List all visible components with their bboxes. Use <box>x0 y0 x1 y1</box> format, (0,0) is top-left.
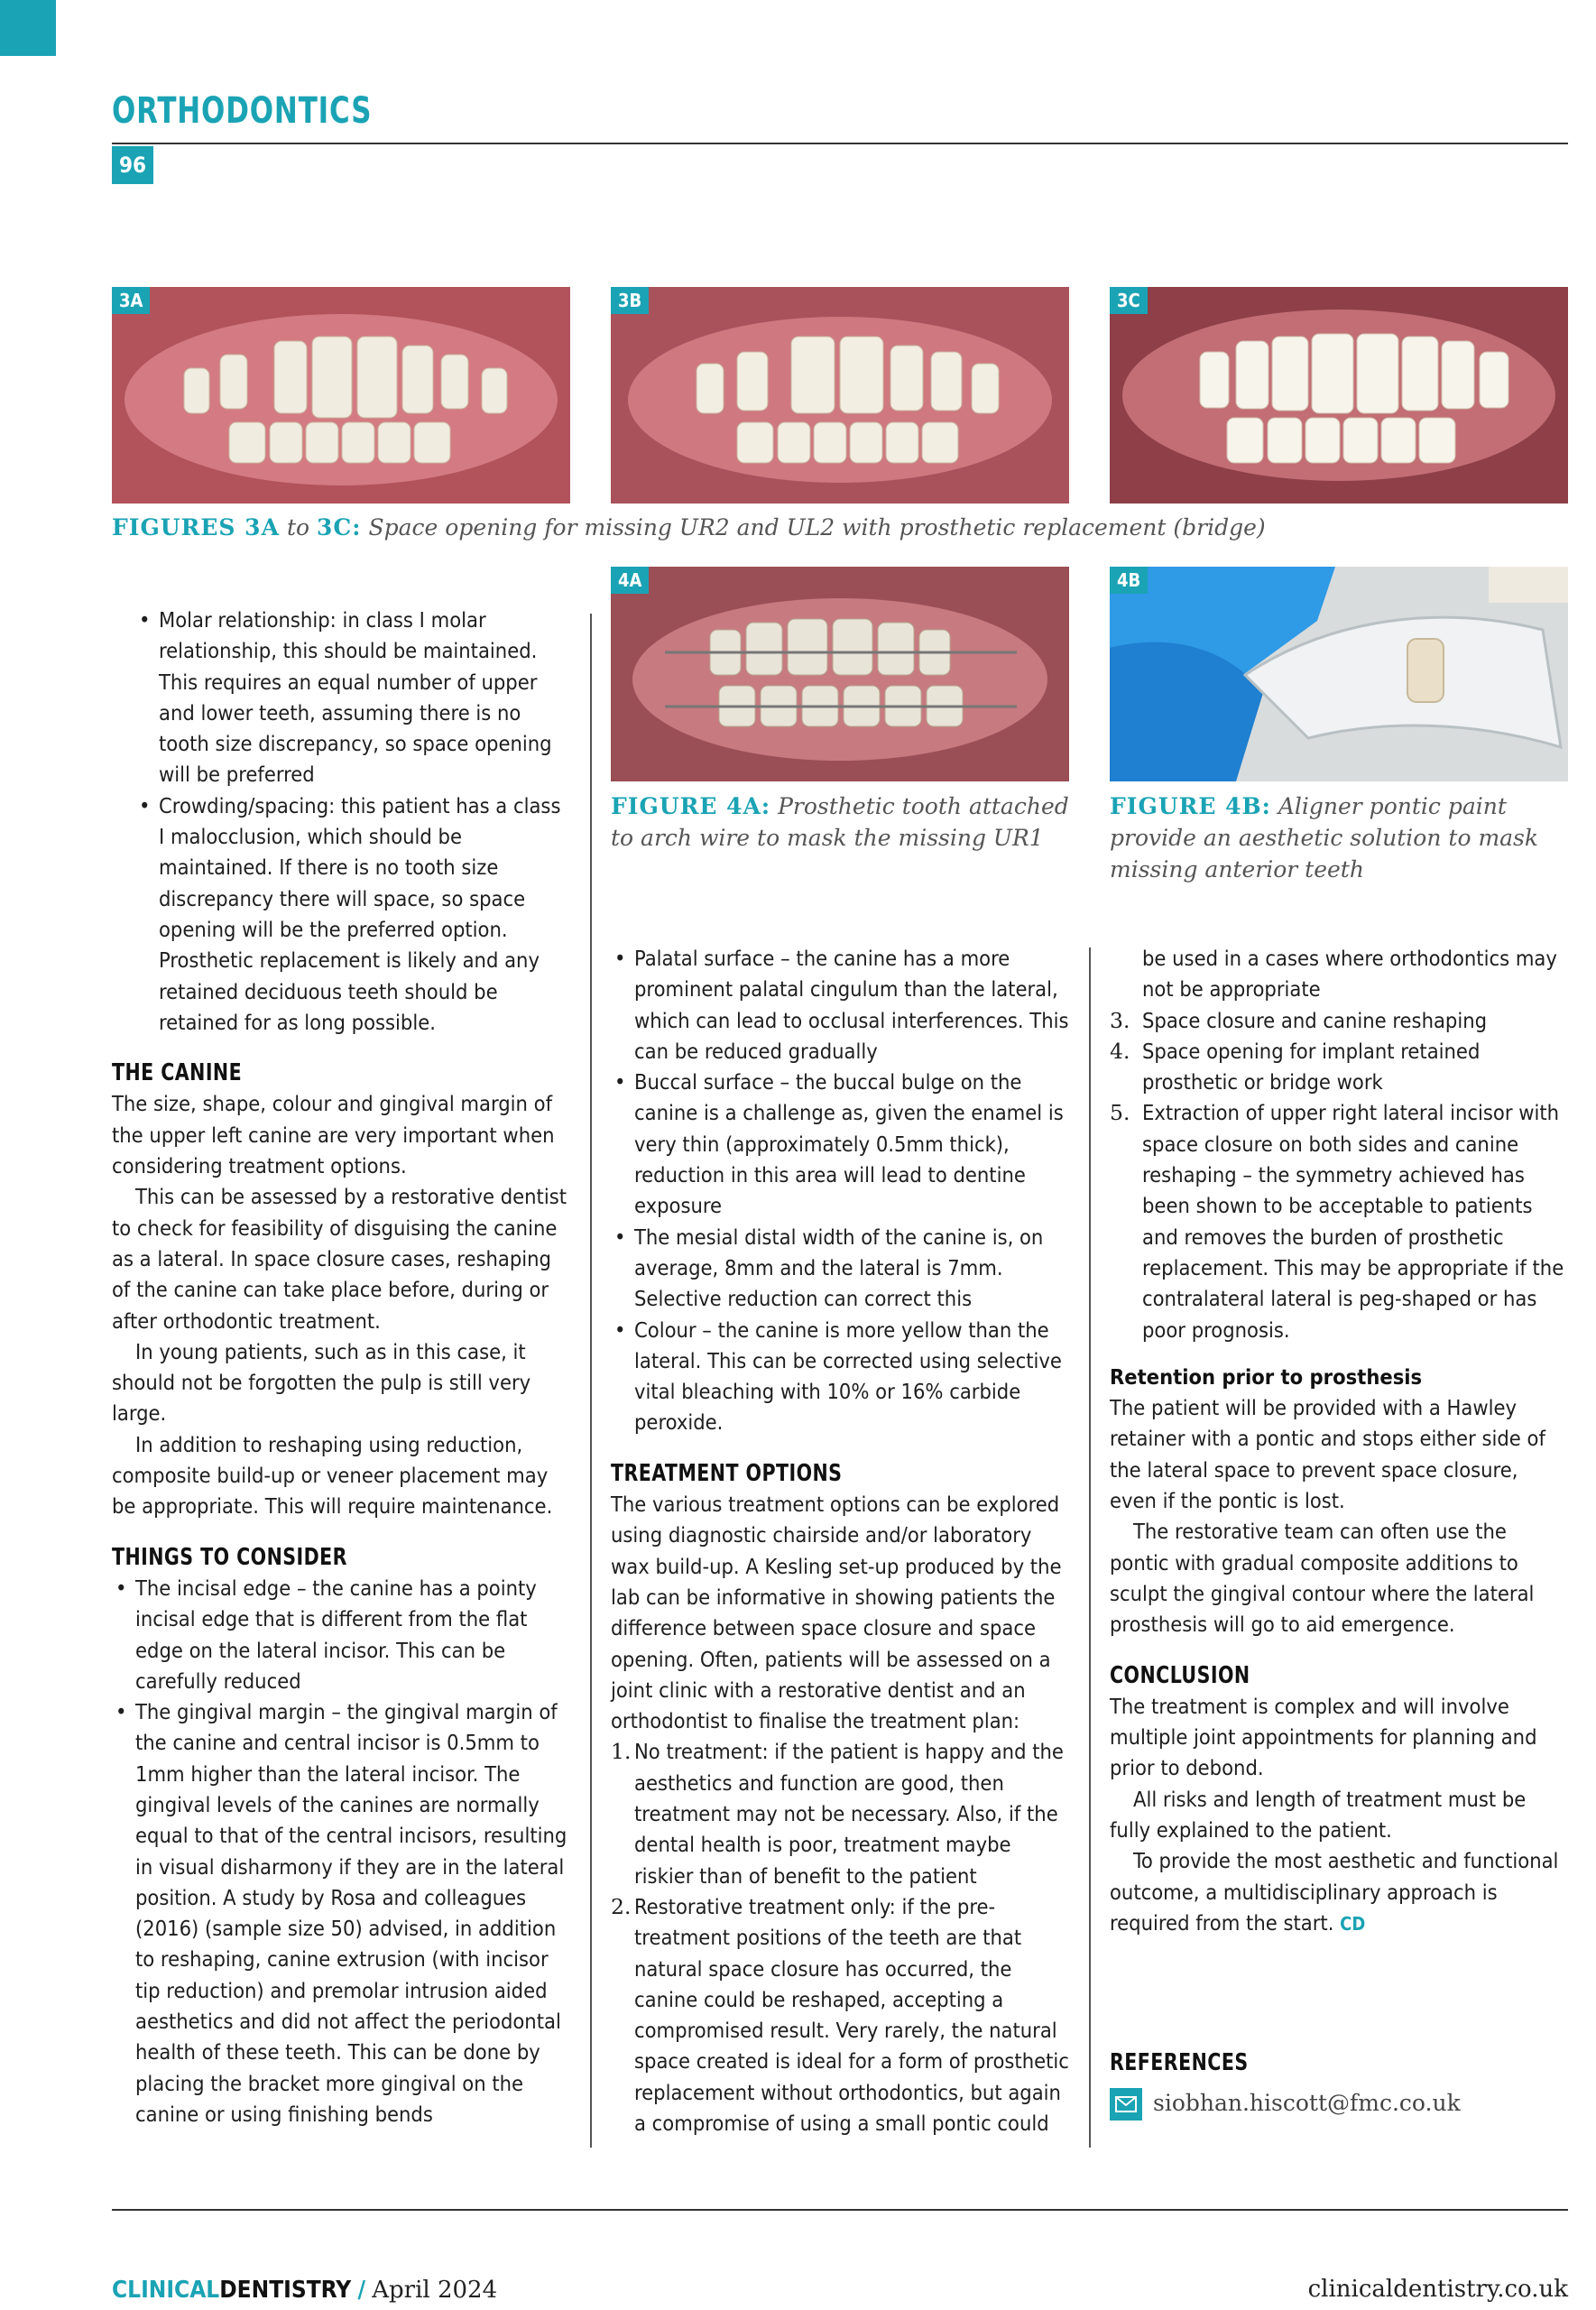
envelope-icon <box>1110 2088 1142 2121</box>
list-item: • The mesial distal width of the canine is, on average, 8mm and the lateral is 7mm. Selective reduction can correct this <box>611 1222 1069 1315</box>
column-divider-1 <box>590 614 592 2148</box>
heading-references: REFERENCES <box>1110 2049 1249 2077</box>
figure-4b-photo <box>1110 567 1568 781</box>
bullet-list-top <box>112 605 570 1038</box>
brand-clinical: CLINICAL <box>112 2277 220 2304</box>
list-item: 1. No treatment: if the patient is happy and the aesthetics and function are good, then treatment may not be necessary. Also, if the dental health is poor, treatment maybe riskier than of benefit to the patient <box>611 1739 1064 1889</box>
list-item: • Crowding/spacing: this patient has a class I malocclusion, which should be maintained. If there is no tooth size discrepancy there will space, so space opening will be the preferred option. Prosthetic replacement is likely and any retained deciduous teeth should be retained for as long possible. <box>135 790 570 1038</box>
paragraph-continued: be used in a cases where orthodontics may not be appropriate <box>1142 946 1557 1003</box>
paragraph: The patient will be provided with a Hawley retainer with a pontic and stops either side of the lateral space to prevent space closure, even if the pontic is lost. <box>1110 1395 1545 1514</box>
teeth-photo-icon <box>112 287 570 504</box>
figure-4a-caption: FIGURE 4A: Prosthetic tooth attached to arch wire to mask the missing UR1 <box>611 793 1069 851</box>
header-rule <box>112 143 1568 144</box>
section-title: ORTHODONTICS <box>112 90 373 132</box>
list-item: 2. Restorative treatment only: if the pre-treatment positions of the teeth are that natural space closure has occurred, the canine could be reshaped, accepting a compromised result. Very rarely, the natural space created is ideal for a form of prosthetic replacement without orthodontics, but again a compromise of using a small pontic could <box>611 1893 1069 2136</box>
figure-3b-photo <box>611 287 1069 504</box>
bullet-list-consider <box>112 1573 570 2130</box>
figure-3-caption: FIGURES 3A to 3C: Space opening for missing UR2 and UL2 with prosthetic replacement (bridge) <box>112 514 1266 541</box>
figure-4a-photo <box>611 567 1069 781</box>
paragraph: To provide the most aesthetic and functional outcome, a multidisciplinary approach is required from the start. CD <box>1110 1848 1559 1936</box>
figure-3b-tag: 3B <box>611 287 649 314</box>
brand-dentistry: DENTISTRY <box>219 2277 352 2304</box>
page-number: 96 <box>112 146 153 184</box>
paragraph: The treatment is complex and will involve multiple joint appointments for planning and prior to debond. <box>1110 1693 1537 1781</box>
column-2 <box>611 943 1069 2139</box>
paragraph: The restorative team can often use the pontic with gradual composite additions to sculpt the gingival contour where the lateral prosthesis will go to aid emergence. <box>1110 1519 1535 1638</box>
paragraph: The size, shape, colour and gingival margin of the upper left canine are very important when considering treatment options. <box>112 1091 555 1179</box>
teeth-photo-icon <box>611 567 1069 781</box>
issue-date: April 2024 <box>372 2277 498 2304</box>
numbered-list-options <box>611 1736 1069 2139</box>
paragraph: This can be assessed by a restorative dentist to check for feasibility of disguising the canine as a lateral. In space closure cases, reshaping of the canine can take place before, during or after orthodontic treatment. <box>112 1184 567 1334</box>
figure-3a-tag: 3A <box>112 287 150 314</box>
footer-rule <box>112 2209 1568 2211</box>
heading-retention: Retention prior to prosthesis <box>1110 1363 1423 1390</box>
magazine-footer: CLINICALDENTISTRY / April 2024 <box>112 2277 498 2304</box>
figure-3a-photo <box>112 287 570 504</box>
corner-accent <box>0 0 56 56</box>
paragraph: In addition to reshaping using reduction, composite build-up or veneer placement may be appropriate. This will require maintenance. <box>112 1431 553 1520</box>
heading-things-to-consider: THINGS TO CONSIDER <box>112 1543 347 1571</box>
paragraph: All risks and length of treatment must be fully explained to the patient. <box>1110 1786 1527 1843</box>
list-item: • Buccal surface – the buccal bulge on the canine is a challenge as, given the enamel is very thin (approximately 0.5mm thick), reduction in this area will lead to dentine exposure <box>611 1067 1069 1221</box>
list-item: • The incisal edge – the canine has a pointy incisal edge that is different from the flat edge on the lateral incisor. This can be carefully reduced <box>112 1573 570 1696</box>
bullet-list-surfaces <box>611 943 1069 1438</box>
email-contact[interactable] <box>1110 2088 1568 2121</box>
email-link[interactable]: siobhan.hiscott@fmc.co.uk <box>1153 2090 1461 2117</box>
figure-3c-photo <box>1110 287 1568 504</box>
list-item: 5. Extraction of upper right lateral incisor with space closure on both sides and canine reshaping – the symmetry achieved has been shown to be acceptable to patients and removes the burden of prosthetic replacement. This may be appropriate if the contralateral lateral is peg-shaped or has poor prognosis. <box>1110 1100 1564 1343</box>
heading-treatment-options: TREATMENT OPTIONS <box>611 1459 843 1487</box>
column-1 <box>112 605 570 2130</box>
figure-3c-tag: 3C <box>1110 287 1148 314</box>
list-item: • The gingival margin – the gingival margin of the canine and central incisor is 0.5mm to 1mm higher than the lateral incisor. The gingival levels of the canines are normally equal to that of the central incisors, resulting in visual disharmony if they are in the lateral position. A study by Rosa and colleagues (2016) (sample size 50) advised, in addition to reshaping, canine extrusion (with incisor tip reduction) and premolar intrusion aided aesthetics and did not affect the periodontal health of these teeth. This can be done by placing the bracket more gingival on the canine or using finishing bends <box>112 1696 570 2130</box>
list-item: • Molar relationship: in class I molar relationship, this should be maintained. This requires an equal number of upper and lower teeth, assuming there is no tooth size discrepancy, so space opening will be preferred <box>135 605 570 790</box>
list-item: 4. Space opening for implant retained prosthetic or bridge work <box>1110 1038 1481 1095</box>
figure-4b-tag: 4B <box>1110 567 1148 594</box>
list-item: 3. Space closure and canine reshaping <box>1110 1007 1488 1033</box>
end-mark: CD <box>1340 1912 1366 1935</box>
aligner-photo-icon <box>1110 567 1568 781</box>
paragraph: The various treatment options can be explored using diagnostic chairside and/or laboratory wax build-up. A Kesling set-up produced by the lab can be informative in showing patients the difference between space closure and space opening. Often, patients will be assessed on a joint clinic with a restorative dentist and an orthodontist to finalise the treatment plan: <box>611 1492 1062 1734</box>
heading-the-canine: THE CANINE <box>112 1059 243 1087</box>
figure-4a-tag: 4A <box>611 567 649 594</box>
figure-4b-caption: FIGURE 4B: Aligner pontic paint provide an aesthetic solution to mask missing anterior teeth <box>1110 793 1539 882</box>
column-3 <box>1110 943 1568 2121</box>
caption-label: FIGURES 3A <box>112 514 280 541</box>
heading-conclusion: CONCLUSION <box>1110 1661 1250 1689</box>
list-item: • Colour – the canine is more yellow than the lateral. This can be corrected using selective vital bleaching with 10% or 16% carbide peroxide. <box>611 1315 1069 1438</box>
column-divider-2 <box>1089 947 1091 2148</box>
list-item: • Palatal surface – the canine has a more prominent palatal cingulum than the lateral, which can lead to occlusal interferences. This can be reduced gradually <box>611 943 1069 1067</box>
website-link[interactable]: clinicaldentistry.co.uk <box>1307 2276 1568 2303</box>
teeth-photo-icon <box>611 287 1069 504</box>
numbered-list-options-cont <box>1110 1005 1568 1345</box>
paragraph: In young patients, such as in this case, it should not be forgotten the pulp is still very large. <box>112 1338 531 1427</box>
teeth-photo-icon <box>1110 287 1568 504</box>
